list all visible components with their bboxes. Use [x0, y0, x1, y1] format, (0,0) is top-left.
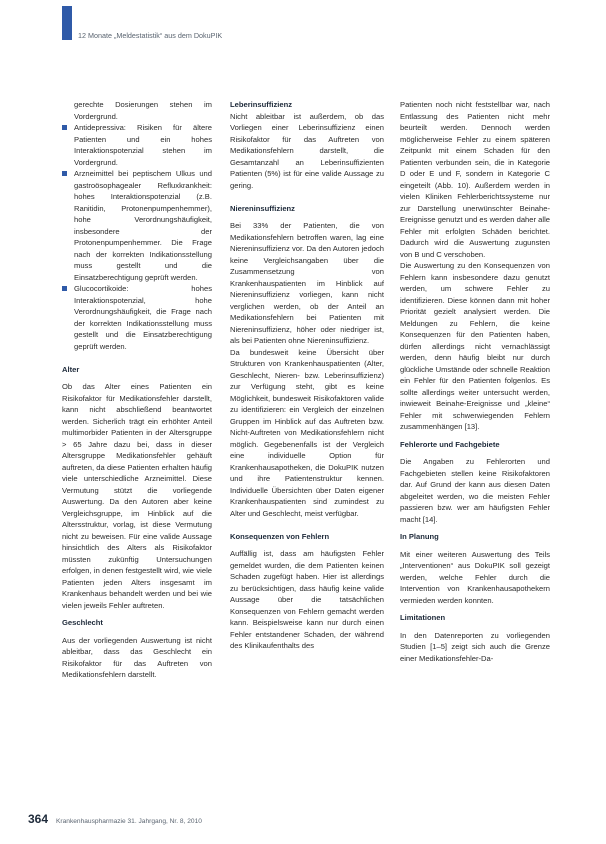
paragraph-geschlecht: Aus der vorliegenden Auswertung ist nicht ableitbar, dass das Geschlecht ein Risikofaktor für das Auftreten von Medikationsfehlern darstellt.: [62, 635, 212, 679]
column-middle: [230, 99, 384, 652]
paragraph-alter: Ob das Alter eines Patienten ein Risikofaktor für Medikationsfehler darstellt, kann nicht abschließend beantwortet werden. Sicherlich trägt ein erhöhter Anteil multimorbider Patienten in der Altersgruppe > 65 Jahre dazu bei, dass in dieser Altersgruppe Medikationsfehler gehäuft auftreten, da diese Patienten erhalten häufig viele unterschiedliche Arzneimittel. Diese Vermutung stützt die vorliegende Auswertung. Da den Autoren aber keine Vergleichsgruppe, im Hinblick auf die Altersstruktur, vorlag, ist diese Vermutung nicht zu beweisen. Für eine valide Aussage hinsichtlich des Alters als Risikofaktor müssten zukünftig Untersuchungen erfolgen, in denen festgestellt wird, wie viele Patienten jeden Alters insgesamt im Krankenhaus behandelt werden und bei wie vielen jeweils Fehler auftreten.: [62, 382, 212, 610]
paragraph-niereninsuffizienz-2: Da bundesweit keine Übersicht über Strukturen von Krankenhauspatienten (Alter, Geschlecht, Nieren- bzw. Leberinsuffizienz) zur Verfügung steht, gibt es keine Möglichkeit, bundesweit Risikofaktoren valide zu identifizieren: ein Vergleich der einzelnen Gruppen im Hinblick auf das Auftreten bzw. Nicht-Auftreten von Medikationsfehlern nicht möglich. Gegebenenfalls ist der Vergleich eine individuelle Option für Krankenhausapotheken, die DokuPIK nutzen und ihre Patientenstruktur kennen. Individuelle Übersichten über Daten eigener Krankenhauspatienten sind zumindest zu Alter und Geschlecht, meist verfügbar.: [230, 347, 384, 518]
list-item: Glucocortikoide: hohes Interaktionspotenzial, hohe Verordnungshäufigkeit, die Frage nach der korrekten Indikationsstellung muss gestellt und die Einsatzberechtigung geprüft werden.: [62, 283, 212, 352]
page-footer: [28, 812, 202, 826]
heading-alter: Alter: [62, 364, 80, 374]
page-number: 364: [28, 812, 49, 826]
journal-source: Krankenhauspharmazie 31. Jahrgang, Nr. 8, 2010: [56, 818, 202, 825]
heading-in-planung: In Planung: [400, 532, 439, 541]
header-accent-bar: [62, 6, 72, 40]
heading-konsequenzen: Konsequenzen von Fehlern: [230, 531, 330, 541]
column-left: [62, 99, 212, 681]
paragraph-konsequenzen: Auffällig ist, dass am häufigsten Fehler gemeldet wurden, die dem Patienten keinen Schaden zugefügt haben. Hier ist allerdings zu berücksichtigen, dass häufig keine valide Aussage über die tatsächlichen Konsequenzen von Fehlern gemacht werden kann. Beispielsweise kann nur durch einen Fehler entstandener Schaden, der während des Klinikaufenthalts des: [230, 549, 384, 650]
paragraph-continuation: Patienten noch nicht feststellbar war, nach Entlassung des Patienten nicht mehr beurteilt werden. Dennoch werden möglicherweise Fehler zu einem späteren Zeitpunkt mit einem Schaden für den Patienten verbunden sein, die in Kategorie D oder E und F, sondern in Kategorie C eingeteilt (Abb. 10). Außerdem werden in vielen Kliniken Fehlerberichtssysteme nur zur Darstellung unerwünschter Beinahe-Ereignisse genutzt und es werden daher alle Fehler mit erfolgten Schäden berichtet. Dadurch wird die Auswertung zugunsten von B und C verschoben.: [400, 100, 550, 259]
heading-geschlecht: Geschlecht: [62, 618, 103, 627]
paragraph-fehlerorte: Die Angaben zu Fehlerorten und Fachgebieten stellen keine Risikofaktoren dar. Auf Grund der kann aus diesen Daten abgeleitet werden, wo die meisten Fehler passieren bzw. wer am häufigsten Fehler macht [14].: [400, 457, 550, 524]
heading-fehlerorte: Fehlerorte und Fachgebiete: [400, 439, 500, 449]
paragraph-limitationen: In den Datenreporten zu vorliegenden Studien [1–5] zeigt sich auch die Grenze einer Medikationsfehler-Da-: [400, 630, 550, 663]
paragraph-in-planung: Mit einer weiteren Auswertung des Teils „Interventionen“ aus DokuPIK soll gezeigt werden, welche Fehler durch die Intervention von Krankenhausapothekern vermieden werden konnten.: [400, 549, 550, 605]
list-item: Arzneimittel bei peptischem Ulkus und gastroösophagealer Refluxkrankheit: hohes Interaktionspotenzial (z.B. Ranitidin, Protonenpumpenhemmer), hohe Verordnungshäufigkeit, insbesondere der Protonenpumpenhemmer. Die Frage nach der korrekten Indikationsstellung muss gestellt und die Einsatzberechtigung geprüft werden.: [62, 168, 212, 283]
drug-class-list: [62, 122, 212, 352]
column-right: [400, 99, 550, 664]
paragraph-continuation: gerechte Dosierungen stehen im Vordergrund.: [74, 100, 212, 121]
paragraph-niereninsuffizienz-1: Bei 33% der Patienten, die von Medikationsfehlern betroffen waren, lag eine Niereninsuffizienz vor. Da den Autoren jedoch keine Vergleichsangaben über die Zusammensetzung von Krankenhauspatienten im Hinblick auf Niereninsuffizienz vorliegen, kann nicht verglichen werden, ob der Anteil an Medikationsfehlern bei Patienten mit Niereninsuffizienz, höher oder niedriger ist, als bei Patienten ohne Niereninsuffizienz.: [230, 221, 384, 345]
running-head: 12 Monate „Meldestatistik“ aus dem DokuPIK: [78, 31, 223, 40]
heading-leberinsuffizienz: Leberinsuffizienz: [230, 100, 293, 109]
paragraph-auswertung: Die Auswertung zu den Konsequenzen von Fehlern kann insbesondere dazu genutzt werden, um schwere Fehler zu identifizieren. Diese können dann mit hoher Priorität gezielt analysiert werden. Die Meldungen zu Fehlern, die keine Konsequenzen für den Patienten haben, dürfen allerdings nicht vernachlässigt werden, denn häufig bleibt nur durch glückliche Umstände oder schnelle Reaktion ein Fehler für den Patienten folgenlos. Es sollte allerdings weiter untersucht werden, inwieweit Beinahe-Ereignisse und „kleine“ Fehler mit schwerwiegenden Fehlern zusammenhängen [13].: [400, 261, 550, 431]
heading-limitationen: Limitationen: [400, 613, 446, 622]
paragraph-leberinsuffizienz: Nicht ableitbar ist außerdem, ob das Vorliegen einer Leberinsuffizienz einen Risikofaktor für das Auftreten von Medikationsfehlern darstellt, die Gesamtanzahl an Leberinsuffizienten Patienten (5%) ist für eine valide Aussage zu gering.: [230, 111, 384, 190]
list-item: Antidepressiva: Risiken für ältere Patienten und ein hohes Interaktionspotenzial stehen im Vordergrund.: [62, 122, 212, 168]
heading-niereninsuffizienz: Niereninsuffizienz: [230, 203, 295, 213]
